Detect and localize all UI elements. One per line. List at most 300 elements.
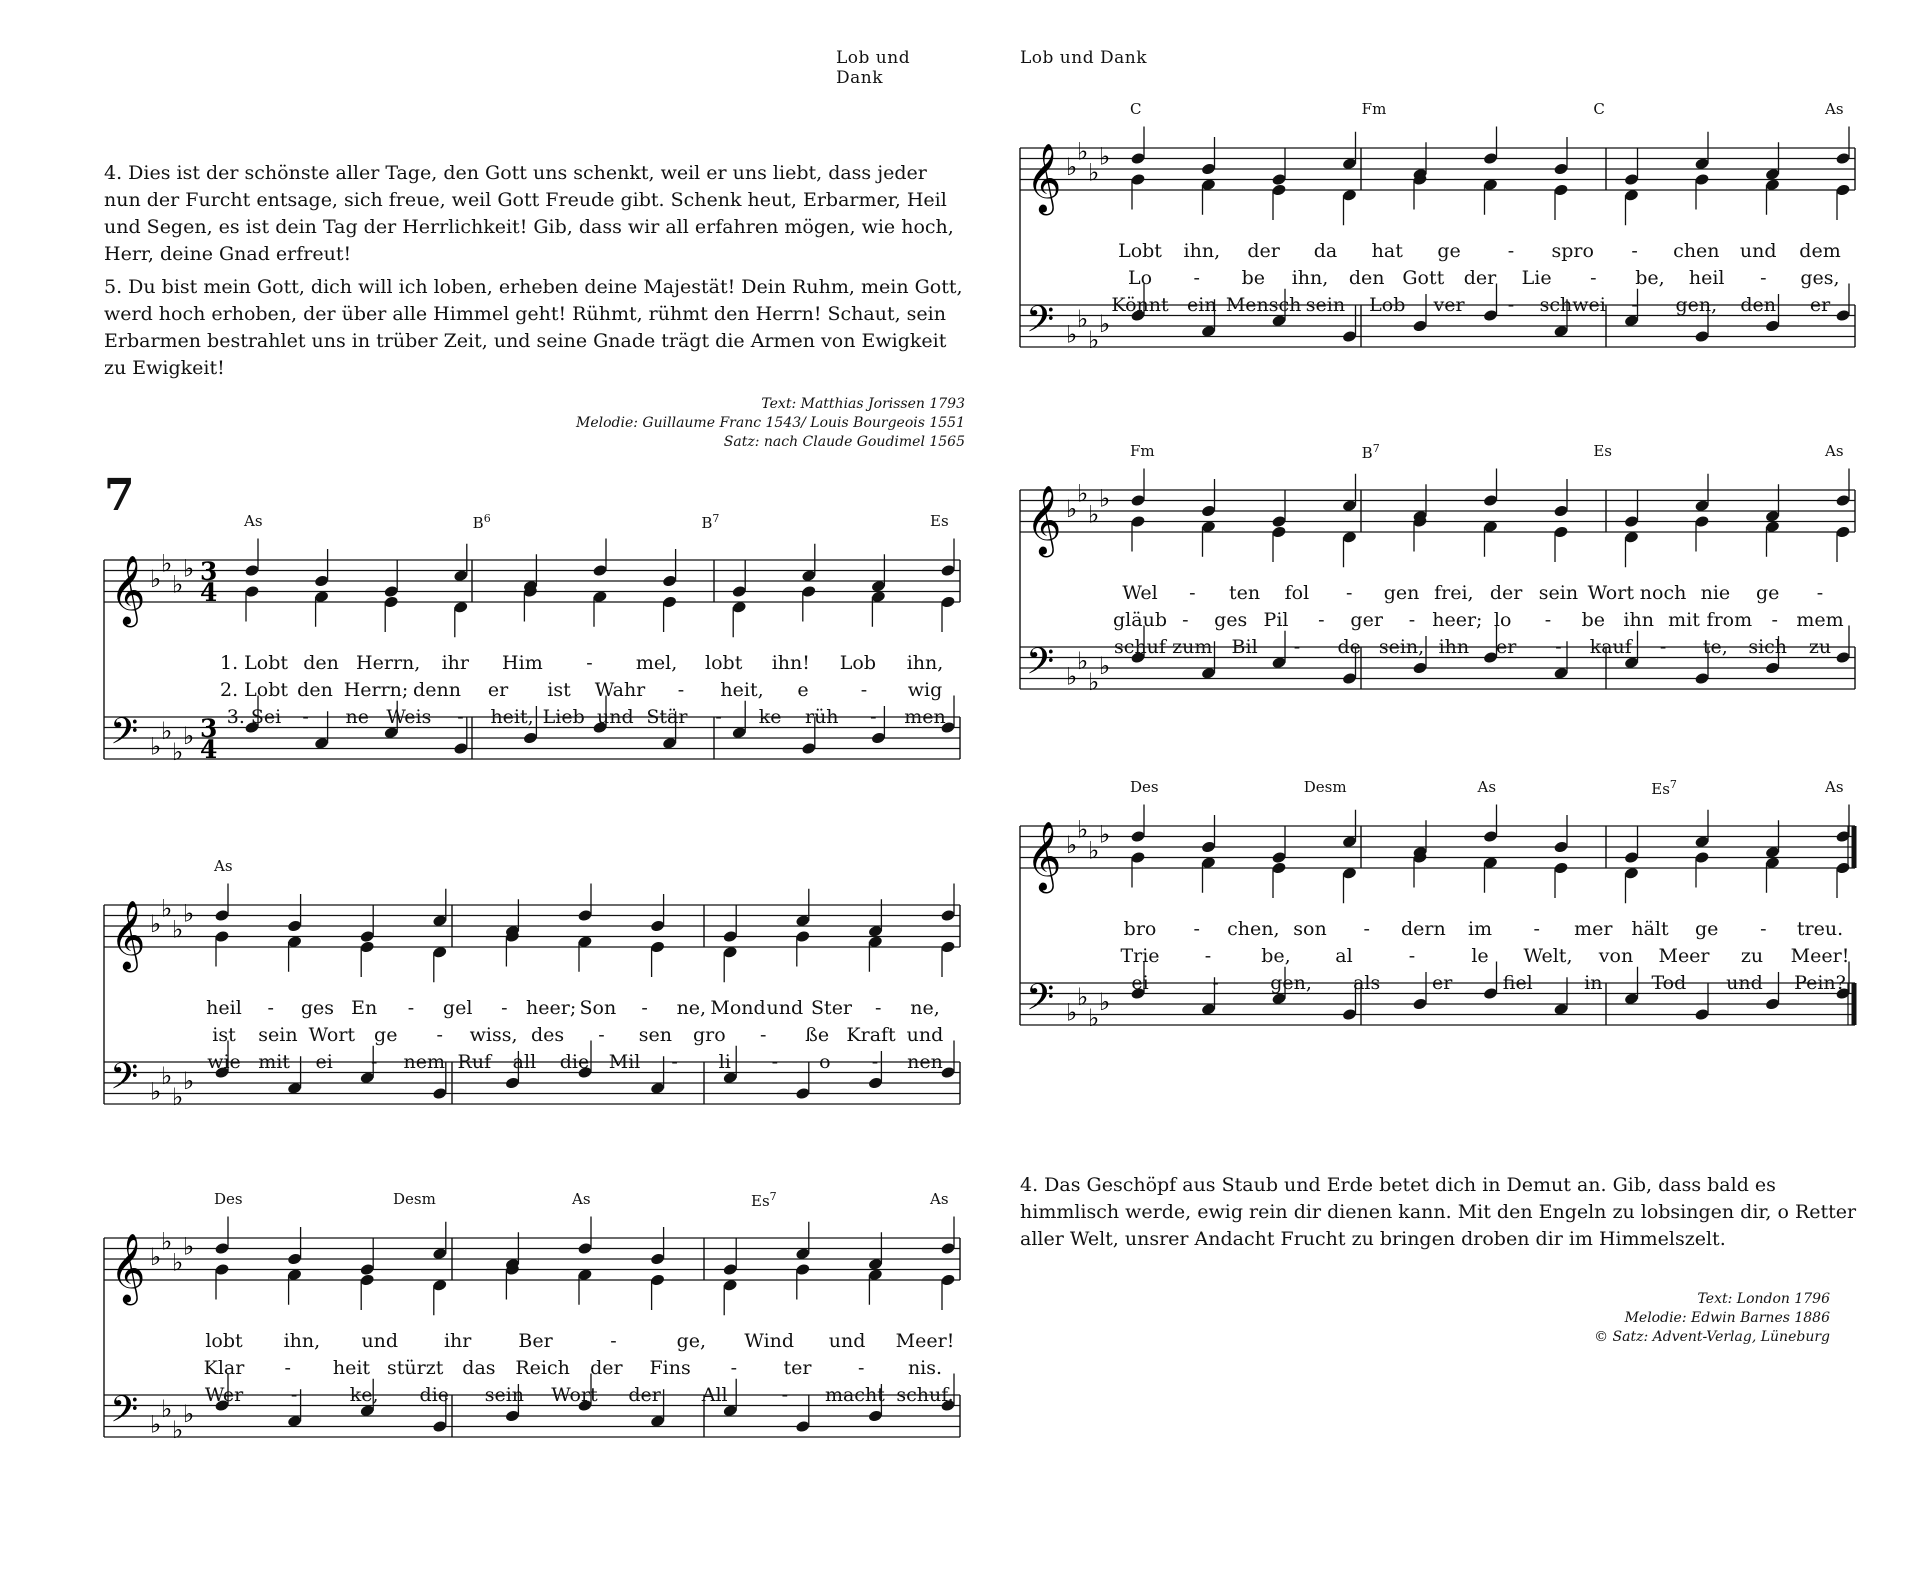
syllable-hyphen: - <box>302 706 309 728</box>
lyric-syllable: und <box>766 997 804 1019</box>
lyric-line-verse-1 <box>0 1330 960 1354</box>
lyric-line-verse-3 <box>960 972 1920 996</box>
lyric-syllable: macht <box>824 1384 885 1406</box>
syllable-hyphen: - <box>715 706 722 728</box>
lyric-syllable: fol <box>1284 582 1310 604</box>
syllable-hyphen: - <box>1659 636 1667 658</box>
syllable-hyphen: - <box>641 997 648 1019</box>
syllable-hyphen: - <box>1408 609 1416 631</box>
lyric-syllable: Meer! <box>895 1330 955 1352</box>
lyric-syllable: chen <box>1673 240 1720 262</box>
syllable-hyphen: - <box>870 706 877 728</box>
previous-verse-5: 5. Du bist mein Gott, dich will ich loben, erheben deine Majestät! Dein Ruhm, mein Gott, werd hoch erhoben, der über alle Himmel geht! Rühmt, rühmt den Herrn! Schaut, sein Erbarmen bestrahlet uns in trüber Zeit, und seine Gnade trägt die Armen von Ewigkeit zu Ewigkeit! <box>104 276 963 379</box>
lyric-syllable: mer <box>1574 918 1613 940</box>
lyric-syllable: ei <box>1131 972 1149 994</box>
lyric-syllable: le <box>1471 945 1489 967</box>
lyric-syllable: er <box>1495 636 1517 658</box>
chord-label: As <box>244 512 263 530</box>
lyric-syllable: ihn! <box>771 652 810 674</box>
lyric-syllable: Weis <box>386 706 432 728</box>
syllable-hyphen: - <box>860 679 868 701</box>
chord-label: Es <box>1651 780 1670 798</box>
flat-icon: ♭ <box>1066 662 1078 691</box>
running-head-right: Lob und Dank <box>1020 48 1148 68</box>
chord-label: Es <box>930 512 949 530</box>
lyric-syllable: frei, <box>1434 582 1474 604</box>
lyric-syllable: 2. Lobt <box>219 679 289 701</box>
treble-clef-icon: 𝄞 <box>1026 821 1062 891</box>
flat-icon: ♭ <box>172 570 184 599</box>
treble-clef-icon: 𝄞 <box>110 900 146 970</box>
lyric-syllable: Reich <box>515 1357 570 1379</box>
lyric-syllable: gel <box>442 997 473 1019</box>
lyric-syllable: schuf <box>1114 636 1166 658</box>
lyric-syllable: zum <box>1172 636 1213 658</box>
flat-icon: ♭ <box>172 737 184 766</box>
chord-label: As <box>214 857 233 875</box>
flat-icon: ♭ <box>1099 988 1111 1016</box>
lyric-syllable: Mil <box>608 1051 641 1073</box>
chord-label: Desm <box>1303 778 1347 796</box>
syllable-hyphen: - <box>501 997 508 1019</box>
syllable-hyphen: - <box>586 652 593 674</box>
lyric-syllable: den <box>1348 267 1385 289</box>
lyric-syllable: Lie <box>1521 267 1552 289</box>
flat-icon: ♭ <box>161 1061 173 1090</box>
flat-icon: ♭ <box>183 1400 195 1428</box>
lyric-syllable: gen, <box>1270 972 1312 994</box>
lyric-syllable: Klar <box>203 1357 245 1379</box>
flat-icon: ♭ <box>150 910 162 938</box>
bass-clef-icon: 𝄢 <box>110 1055 139 1107</box>
chord-symbol <box>751 1190 777 1210</box>
lyric-syllable: schuf. <box>896 1384 954 1406</box>
lyric-syllable: Trie <box>1120 945 1160 967</box>
flat-icon: ♭ <box>172 1415 184 1444</box>
lyric-line-verse-1 <box>960 918 1920 942</box>
lyric-syllable: heit, <box>720 679 764 701</box>
chord-label: Desm <box>393 1190 436 1208</box>
flat-icon: ♭ <box>161 1227 173 1256</box>
lyric-syllable: Wel <box>1122 582 1158 604</box>
treble-clef-icon: 𝄞 <box>1026 485 1062 555</box>
lyric-syllable: die <box>559 1051 590 1073</box>
flat-icon: ♭ <box>172 1082 184 1111</box>
flat-icon: ♭ <box>1099 310 1111 338</box>
lyric-syllable: ihn, <box>906 652 944 674</box>
lyric-syllable: spro <box>1551 240 1594 262</box>
lyric-syllable: das <box>462 1357 496 1379</box>
lyric-syllable: heer; <box>526 997 577 1019</box>
lyric-syllable: hat <box>1371 240 1403 262</box>
lyric-syllable: ge <box>1437 240 1461 262</box>
lyric-syllable: sein <box>484 1384 525 1406</box>
flat-icon: ♭ <box>1077 815 1089 844</box>
lyric-syllable: ihn, <box>283 1330 321 1352</box>
syllable-hyphen: - <box>1363 918 1370 940</box>
lyric-syllable: 3. Sei <box>226 706 282 728</box>
treble-staff <box>104 1227 960 1305</box>
lyric-syllable: Kraft <box>846 1024 896 1046</box>
lyric-syllable: ke, <box>349 1384 379 1406</box>
lyric-syllable: li <box>718 1051 731 1073</box>
chord-label: B <box>1361 444 1373 462</box>
lyric-syllable: Lob <box>839 652 876 674</box>
flat-icon: ♭ <box>1066 320 1078 349</box>
lyric-syllable: mit <box>1668 609 1700 631</box>
lyric-syllable: ße <box>805 1024 830 1046</box>
chord-symbol <box>1651 778 1677 798</box>
flat-icon: ♭ <box>150 1077 162 1106</box>
lyric-line-verse-3 <box>0 1384 960 1408</box>
lyric-syllable: gen <box>1383 582 1420 604</box>
lyric-syllable: Fins <box>649 1357 691 1379</box>
flat-icon: ♭ <box>150 565 162 593</box>
flat-icon: ♭ <box>150 732 162 761</box>
lyric-syllable: Son <box>579 997 617 1019</box>
lyric-syllable: mem <box>1796 609 1844 631</box>
time-signature-bottom: 4 <box>200 578 218 607</box>
lyric-syllable: und <box>361 1330 399 1352</box>
syllable-hyphen: - <box>1631 240 1638 262</box>
time-signature-top: 3 <box>200 714 218 743</box>
lyric-syllable: den <box>1740 294 1776 316</box>
lyric-line-verse-2 <box>0 1357 960 1381</box>
lyric-syllable: kauf <box>1589 636 1632 658</box>
flat-icon: ♭ <box>161 549 173 578</box>
flat-icon: ♭ <box>183 1232 195 1261</box>
flat-icon: ♭ <box>1099 652 1111 680</box>
lyric-syllable: All <box>701 1384 728 1406</box>
lyric-syllable: ihr <box>443 1330 472 1352</box>
lyric-syllable: zu <box>1740 945 1764 967</box>
syllable-hyphen: - <box>370 1051 378 1073</box>
lyric-syllable: und <box>1739 240 1777 262</box>
lyric-syllable: sein, <box>1378 636 1425 658</box>
credit-setting: Satz: nach Claude Goudimel 1565 <box>723 434 965 450</box>
lyric-syllable: lobt <box>205 1330 243 1352</box>
lyric-syllable: von <box>1598 945 1634 967</box>
lyric-syllable: zu <box>1808 636 1832 658</box>
previous-verse-4: 4. Dies ist der schönste aller Tage, den Gott uns schenkt, weil er uns liebt, dass jeder nun der Furcht entsage, sich freue, weil Gott Freude gibt. Schenk heut, Erbarmer, Heil und Segen, es ist dein Tag der Herrlichkeit! Gib, dass wir all erfahren mögen, wie hoch, Herr, deine Gnad erfreut! <box>104 162 954 265</box>
flat-icon: ♭ <box>1077 137 1089 166</box>
chord-symbol <box>572 1190 591 1208</box>
syllable-hyphen: - <box>284 1357 291 1379</box>
lyric-syllable: be, <box>1635 267 1665 289</box>
flat-icon: ♭ <box>1099 484 1111 513</box>
flat-icon: ♭ <box>172 1248 184 1277</box>
syllable-hyphen: - <box>875 997 882 1019</box>
flat-icon: ♭ <box>1088 325 1100 354</box>
lyric-syllable: lo <box>1493 609 1512 631</box>
lyric-syllable: ger <box>1350 609 1383 631</box>
flat-icon: ♭ <box>1066 495 1078 523</box>
lyric-syllable: Wind <box>744 1330 795 1352</box>
flat-icon: ♭ <box>1088 1003 1100 1032</box>
lyric-syllable: der <box>628 1384 661 1406</box>
syllable-hyphen: - <box>1212 972 1219 994</box>
flat-icon: ♭ <box>1077 304 1089 333</box>
lyric-syllable: gro <box>692 1024 726 1046</box>
lyric-syllable: denn <box>413 679 461 701</box>
flat-icon: ♭ <box>183 722 195 750</box>
lyric-syllable: Wort <box>1587 582 1634 604</box>
lyric-syllable: son <box>1293 918 1327 940</box>
syllable-hyphen: - <box>436 1024 443 1046</box>
lyric-syllable: Gott <box>1402 267 1445 289</box>
syllable-hyphen: - <box>671 1051 678 1073</box>
lyric-syllable: der <box>1463 267 1497 289</box>
lyric-syllable: treu. <box>1796 918 1844 940</box>
flat-icon: ♭ <box>1066 831 1078 859</box>
lyric-syllable: al <box>1335 945 1353 967</box>
lyric-syllable: Herrn; <box>343 679 409 701</box>
lyric-syllable: ne <box>345 706 369 728</box>
lyric-syllable: Pein? <box>1794 972 1846 994</box>
flat-icon: ♭ <box>150 1410 162 1439</box>
lyric-syllable: sich <box>1748 636 1788 658</box>
chord-label: Des <box>1130 778 1159 796</box>
chord-label: B <box>701 514 713 532</box>
lyric-syllable: heit, <box>490 706 534 728</box>
lyric-syllable: rüh <box>804 706 839 728</box>
lyric-syllable: Wort <box>551 1384 598 1406</box>
lyric-syllable: Ruf <box>457 1051 492 1073</box>
syllable-hyphen: - <box>1507 240 1515 262</box>
lyric-syllable: ges <box>1214 609 1248 631</box>
lyric-syllable: ke <box>758 706 782 728</box>
chord-label: As <box>1477 778 1497 796</box>
lyric-syllable: Herrn, <box>356 652 421 674</box>
chord-label: As <box>572 1190 591 1208</box>
lyric-syllable: sein <box>258 1024 298 1046</box>
lyric-syllable: Stär <box>646 706 688 728</box>
flat-icon: ♭ <box>161 1394 173 1423</box>
lyric-syllable: hält <box>1631 918 1669 940</box>
flat-icon: ♭ <box>1077 982 1089 1011</box>
flat-icon: ♭ <box>150 1243 162 1271</box>
chord-symbol <box>1478 778 1497 796</box>
chord-label: B <box>472 514 484 532</box>
right-page <box>960 0 1920 1582</box>
hymn-credits <box>1594 1290 1830 1347</box>
bass-clef-icon: 𝄢 <box>1026 976 1055 1028</box>
lyric-syllable: mit <box>258 1051 290 1073</box>
lyric-syllable: als <box>1353 972 1381 994</box>
lyric-syllable: den <box>303 652 339 674</box>
lyric-syllable: Wahr <box>594 679 646 701</box>
lyric-syllable: heit <box>332 1357 371 1379</box>
lyric-syllable: Ber <box>518 1330 553 1352</box>
lyric-syllable: ne, <box>910 997 940 1019</box>
lyric-syllable: ist <box>212 1024 236 1046</box>
lyric-syllable: ge <box>374 1024 398 1046</box>
chord-symbol <box>1304 778 1347 796</box>
lyric-syllable: heil <box>206 997 242 1019</box>
lyric-syllable: be, <box>1261 945 1291 967</box>
lyric-syllable: ihn, <box>1291 267 1329 289</box>
credit-melody: Melodie: Guillaume Franc 1543/ Louis Bourgeois 1551 <box>576 415 965 431</box>
lyric-syllable: 1. Lobt <box>219 652 289 674</box>
treble-clef-icon: 𝄞 <box>110 1233 146 1303</box>
lyric-syllable: sen <box>638 1024 672 1046</box>
syllable-hyphen: - <box>1346 582 1353 604</box>
hymn-verse-4: 4. Das Geschöpf aus Staub und Erde betet dich in Demut an. Gib, dass bald es himmlisch werde, ewig rein dir dienen kann. Mit den Engeln zu lobsingen dir, o Retter aller Welt, unsrer Andacht Frucht zu bringen droben dir im Himmelszelt. <box>1020 1174 1857 1250</box>
syllable-hyphen: - <box>1533 918 1540 940</box>
syllable-hyphen: - <box>1760 267 1767 289</box>
syllable-hyphen: - <box>1555 636 1562 658</box>
lyric-syllable: den <box>297 679 333 701</box>
chord-label: As <box>1825 778 1844 796</box>
lyric-syllable: ein <box>1187 294 1217 316</box>
lyric-syllable: des <box>530 1024 565 1046</box>
bass-clef-icon: 𝄢 <box>110 1388 139 1440</box>
lyric-syllable: Könnt <box>1111 294 1169 316</box>
chord-extension: 7 <box>769 1190 777 1203</box>
lyric-syllable: ihn, <box>1183 240 1221 262</box>
syllable-hyphen: - <box>730 1357 738 1379</box>
flat-icon: ♭ <box>1066 998 1078 1027</box>
lyric-syllable: nie <box>1700 582 1731 604</box>
lyric-syllable: er <box>1809 294 1831 316</box>
lyric-syllable: die <box>419 1384 450 1406</box>
lyric-syllable: ge <box>1694 918 1719 940</box>
syllable-hyphen: - <box>1182 609 1189 631</box>
flat-icon: ♭ <box>1088 667 1100 696</box>
lyric-syllable: mel, <box>635 652 678 674</box>
flat-icon: ♭ <box>1099 142 1111 171</box>
flat-icon: ♭ <box>172 915 184 944</box>
flat-icon: ♭ <box>1088 836 1100 865</box>
syllable-hyphen: - <box>1293 636 1301 658</box>
lyric-syllable: ist <box>547 679 571 701</box>
running-head-left: Lob und Dank <box>836 48 911 88</box>
bass-clef-icon: 𝄢 <box>1026 640 1055 692</box>
lyric-syllable: ges <box>300 997 335 1019</box>
lyric-syllable: ne, <box>676 997 707 1019</box>
chord-extension: 6 <box>483 512 491 525</box>
syllable-hyphen: - <box>1408 945 1416 967</box>
syllable-hyphen: - <box>1590 267 1597 289</box>
lyric-syllable: men <box>904 706 946 728</box>
lyric-syllable: de <box>1337 636 1361 658</box>
treble-clef-icon: 𝄞 <box>1026 143 1062 213</box>
lyric-syllable: Lieb <box>542 706 585 728</box>
lyric-syllable: sein <box>1305 294 1346 316</box>
chord-symbol <box>930 1190 949 1208</box>
lyric-syllable: all <box>512 1051 537 1073</box>
lyric-syllable: Meer <box>1658 945 1710 967</box>
lyric-syllable: Pil <box>1263 609 1289 631</box>
lyric-syllable: nem <box>403 1051 446 1073</box>
syllable-hyphen: - <box>598 1024 605 1046</box>
lyric-syllable: ihr <box>441 652 469 674</box>
chord-label: As <box>1825 442 1844 460</box>
lyric-syllable: nis. <box>907 1357 943 1379</box>
lyric-syllable: gen, <box>1675 294 1718 316</box>
lyric-syllable: be <box>1581 609 1606 631</box>
credit-setting: © Satz: Advent-Verlag, Lüneburg <box>1594 1329 1830 1345</box>
lyric-syllable: dern <box>1400 918 1446 940</box>
flat-icon: ♭ <box>161 716 173 745</box>
flat-icon: ♭ <box>161 894 173 923</box>
lyric-syllable: be <box>1241 267 1266 289</box>
lyric-syllable: Wer <box>204 1384 244 1406</box>
flat-icon: ♭ <box>1066 153 1078 181</box>
lyric-syllable: sein <box>1538 582 1579 604</box>
lyric-syllable: ges, <box>1800 267 1840 289</box>
credit-melody: Melodie: Edwin Barnes 1886 <box>1624 1310 1830 1326</box>
lyric-syllable: ver <box>1433 294 1465 316</box>
lyric-syllable: te, <box>1702 636 1728 658</box>
lyric-syllable: noch <box>1639 582 1687 604</box>
bass-clef-icon: 𝄢 <box>110 710 139 762</box>
lyric-syllable: chen, <box>1227 918 1280 940</box>
time-signature-bottom: 4 <box>200 735 218 764</box>
lyric-syllable: und <box>906 1024 944 1046</box>
lyric-syllable: lobt <box>705 652 743 674</box>
flat-icon: ♭ <box>1077 646 1089 675</box>
flat-icon: ♭ <box>1077 479 1089 508</box>
lyric-syllable: schwei <box>1539 294 1606 316</box>
lyric-syllable: dem <box>1799 240 1841 262</box>
lyric-syllable: wig <box>907 679 943 701</box>
flat-icon: ♭ <box>183 1067 195 1095</box>
lyric-syllable: bro <box>1123 918 1157 940</box>
lyric-syllable: der <box>590 1357 623 1379</box>
lyric-syllable: und <box>828 1330 866 1352</box>
treble-staff <box>1020 815 1855 893</box>
lyric-syllable: gläub <box>1113 609 1167 631</box>
lyric-syllable: Lo <box>1127 267 1153 289</box>
lyric-syllable: Wort <box>308 1024 356 1046</box>
lyric-syllable: und <box>1726 972 1763 994</box>
lyric-syllable: Him <box>502 652 543 674</box>
chord-label: Des <box>214 1190 243 1208</box>
credit-text: Text: London 1796 <box>1697 1291 1830 1307</box>
lyric-syllable: Mond <box>710 997 766 1019</box>
lyric-syllable: nen <box>907 1051 943 1073</box>
syllable-hyphen: - <box>871 1051 879 1073</box>
lyric-syllable: und <box>596 706 634 728</box>
lyric-syllable: En <box>351 997 378 1019</box>
flat-icon: ♭ <box>183 899 195 928</box>
lyric-syllable: heer; <box>1432 609 1483 631</box>
lyric-syllable: ter <box>783 1357 812 1379</box>
syllable-hyphen: - <box>781 1384 789 1406</box>
syllable-hyphen: - <box>1204 945 1212 967</box>
chord-extension: 7 <box>712 512 720 525</box>
syllable-hyphen: - <box>1193 918 1200 940</box>
lyric-syllable: in <box>1584 972 1603 994</box>
lyric-line-verse-2 <box>960 945 1920 969</box>
lyric-syllable: ihn <box>1623 609 1654 631</box>
syllable-hyphen: - <box>1507 294 1515 316</box>
credit-text: Text: Matthias Jorissen 1793 <box>761 396 965 412</box>
lyric-syllable: Tod <box>1651 972 1687 994</box>
chord-extension: 7 <box>1669 778 1677 791</box>
syllable-hyphen: - <box>267 997 274 1019</box>
chord-label: Es <box>1593 442 1612 460</box>
syllable-hyphen: - <box>1771 609 1778 631</box>
chord-symbol <box>393 1190 436 1208</box>
syllable-hyphen: - <box>1193 267 1200 289</box>
syllable-hyphen: - <box>677 679 685 701</box>
lyric-syllable: o <box>819 1051 831 1073</box>
chord-label: C <box>1130 100 1142 118</box>
lyric-syllable: im <box>1467 918 1493 940</box>
syllable-hyphen: - <box>290 1384 298 1406</box>
